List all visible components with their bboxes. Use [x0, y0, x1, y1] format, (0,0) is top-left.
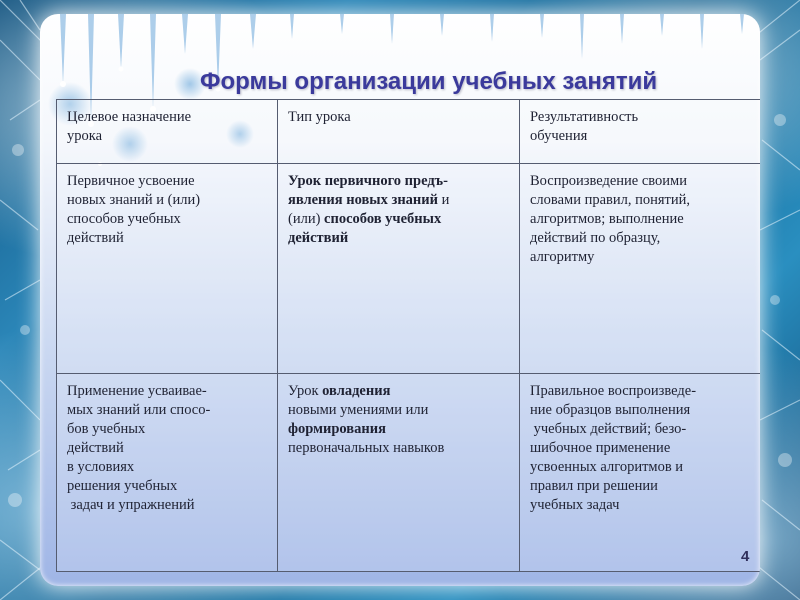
table-cell: Первичное усвоение новых знаний и (или) способов учебных действий: [57, 163, 278, 373]
lesson-forms-table: [56, 99, 760, 572]
table-cell: Правильное воспроизведе- ние образцов выполнения учебных действий; безо- шибочное применение усвоенных алгоритмов и правил при решении учебных задач: [520, 374, 761, 572]
table-cell: Применение усваивае- мых знаний или спосо- бов учебных действий в условиях решения учебных задач и упражнений: [57, 374, 278, 572]
table-cell: Урок первичного предъ- явления новых знаний и (или) способов учебных действий: [278, 163, 520, 373]
table-cell: Воспроизведение своими словами правил, понятий, алгоритмов; выполнение действий по образцу, алгоритму: [520, 163, 761, 373]
slide-panel: [40, 14, 760, 586]
table-row: [57, 374, 761, 572]
page-title: Формы организации учебных занятий: [200, 68, 658, 95]
table-header-row: [57, 100, 761, 164]
header-cell-purpose: Целевое назначение урока: [57, 100, 278, 164]
header-cell-lesson-type: Тип урока: [278, 100, 520, 164]
page-number: 4: [741, 548, 750, 565]
table-row: [57, 163, 761, 373]
header-cell-effectiveness: Результативность обучения: [520, 100, 761, 164]
table-cell: Урок овладения новыми умениями или формирования первоначальных навыков: [278, 374, 520, 572]
